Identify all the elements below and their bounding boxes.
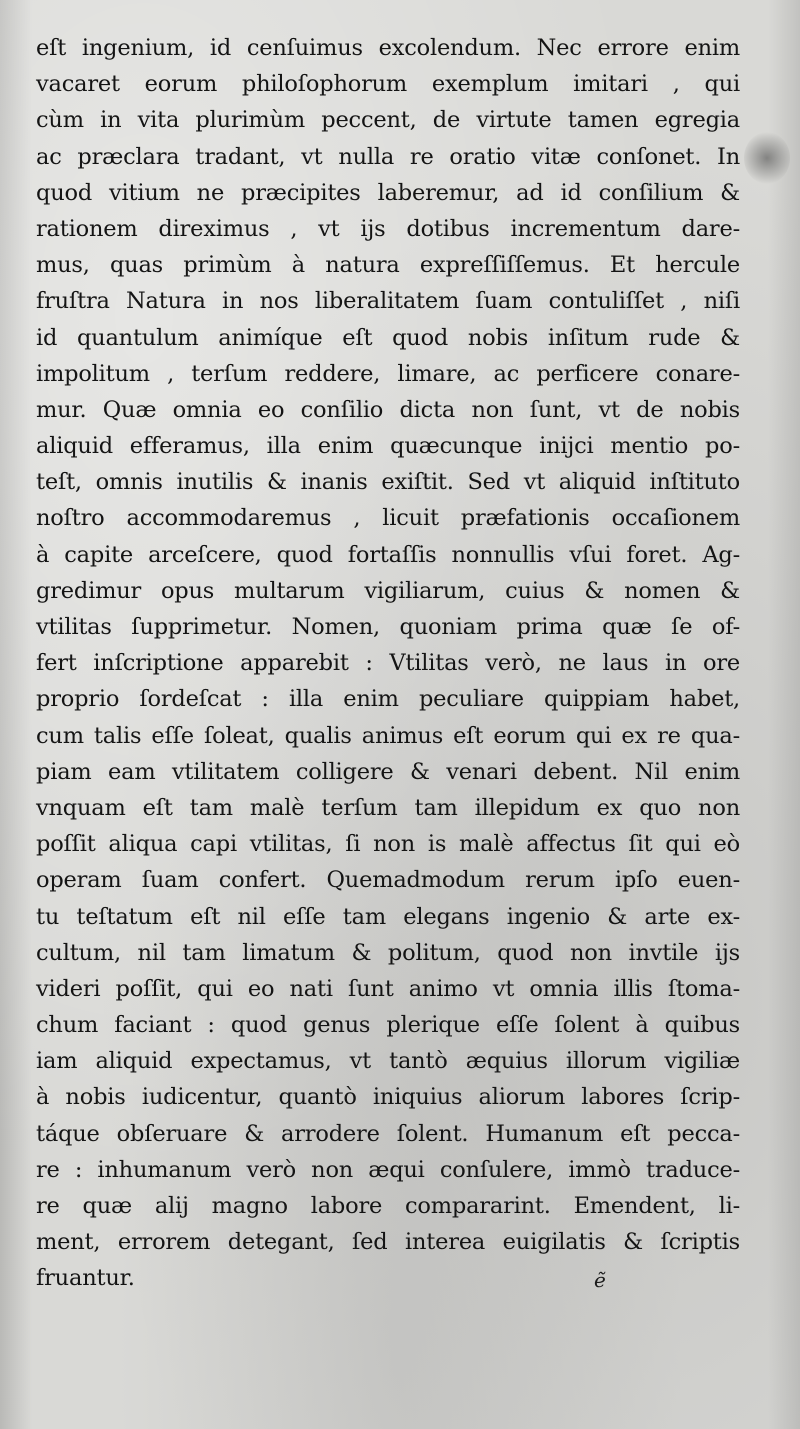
text-line: à capite arceſcere, quod fortaſſis nonnullis vſui foret. Ag- xyxy=(36,541,740,568)
text-line: chum faciant : quod genus plerique eſſe ſolent à quibus xyxy=(36,1012,740,1039)
text-line: ac præclara tradant, vt nulla re oratio vitæ conſonet. In xyxy=(36,143,740,170)
text-line: noſtro accommodaremus , licuit præfationis occaſionem xyxy=(36,505,740,532)
text-line: eſt ingenium, id cenſuimus excolendum. Nec errore enim xyxy=(36,35,740,61)
text-line: quod vitium ne præcipites laberemur, ad id conſilium & xyxy=(36,179,740,206)
text-line: gredimur opus multarum vigiliarum, cuius & nomen & xyxy=(36,577,740,604)
text-line: mus, quas primùm à natura expreſſiſſemus. Et hercule xyxy=(36,252,740,279)
text-line: operam ſuam confert. Quemadmodum rerum ipſo euen- xyxy=(36,867,740,894)
text-line: táque obſeruare & arrodere ſolent. Humanum eſt pecca- xyxy=(36,1120,740,1147)
text-line: fert inſcriptione apparebit : Vtilitas verò, ne laus in ore xyxy=(36,650,740,677)
text-line: id quantulum animíque eſt quod nobis inſitum rude & xyxy=(36,324,740,351)
text-line: poſſit aliqua capi vtilitas, ſi non is malè affectus ſit qui eò xyxy=(36,831,740,858)
text-line: vnquam eſt tam malè terſum tam illepidum ex quo non xyxy=(36,794,740,821)
text-line: fruantur. xyxy=(36,1265,135,1292)
text-line: teſt, omnis inutilis & inanis exiſtit. Sed vt aliquid inſtituto xyxy=(36,469,740,496)
text-line: aliquid efferamus, illa enim quæcunque inijci mentio po- xyxy=(36,433,740,460)
text-line: videri poſſit, qui eo nati ſunt animo vt omnia illis ſtoma- xyxy=(36,975,740,1002)
text-line: re quæ alij magno labore compararint. Emendent, li- xyxy=(36,1193,740,1219)
text-line: cultum, nil tam limatum & politum, quod non invtile ijs xyxy=(36,939,740,966)
text-line: iam aliquid expectamus, vt tantò æquius illorum vigiliæ xyxy=(36,1048,740,1075)
ink-smudge xyxy=(744,132,790,184)
text-line: rationem direximus , vt ijs dotibus incrementum dare- xyxy=(36,215,740,242)
text-line: vacaret eorum philoſophorum exemplum imitari , qui xyxy=(36,71,740,98)
text-line: vtilitas ſupprimetur. Nomen, quoniam prima quæ ſe of- xyxy=(36,614,740,640)
text-line: cùm in vita plurimùm peccent, de virtute tamen egregia xyxy=(36,107,740,134)
text-line: proprio ſordeſcat : illa enim peculiare quippiam habet, xyxy=(36,686,740,713)
text-line: impolitum , terſum reddere, limare, ac perficere conare- xyxy=(36,360,740,387)
text-line: ment, errorem detegant, ſed interea euigilatis & ſcriptis xyxy=(36,1229,740,1256)
text-line: piam eam vtilitatem colligere & venari debent. Nil enim xyxy=(36,758,740,785)
catchword: ẽ xyxy=(594,1268,606,1292)
text-line: à nobis iudicentur, quantò iniquius aliorum labores ſcrip- xyxy=(36,1084,740,1111)
body-text xyxy=(36,30,740,1297)
text-line: re : inhumanum verò non æqui conſulere, immò traduce- xyxy=(36,1156,740,1183)
text-line: tu teſtatum eſt nil eſſe tam elegans ingenio & arte ex- xyxy=(36,903,740,930)
text-line: fruſtra Natura in nos liberalitatem ſuam contuliſſet , niſi xyxy=(36,288,740,315)
text-line: cum talis eſſe ſoleat, qualis animus eſt eorum qui ex re qua- xyxy=(36,722,740,749)
text-line: mur. Quæ omnia eo conſilio dicta non ſunt, vt de nobis xyxy=(36,396,740,423)
